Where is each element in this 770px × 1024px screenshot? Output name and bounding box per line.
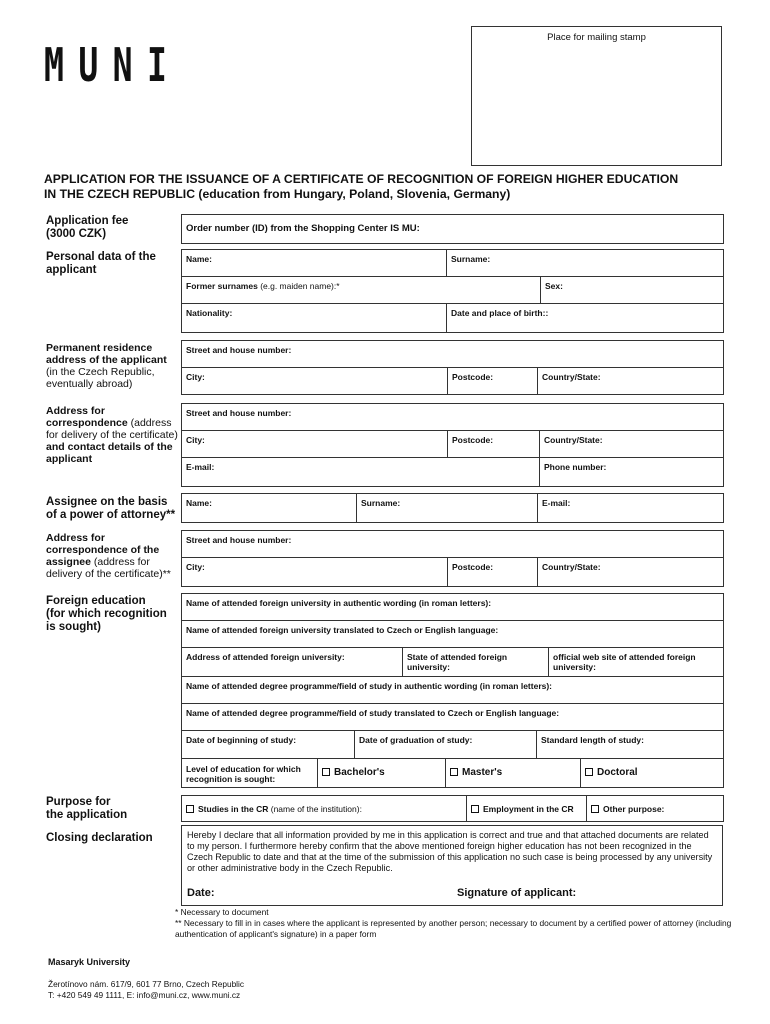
programme-translated-field[interactable] xyxy=(181,703,724,731)
footer-contact: T: +420 549 49 1111, E: info@muni.cz, www.muni.cz xyxy=(48,990,241,1000)
fee-label-line: (3000 CZK) xyxy=(46,228,107,240)
sex-label: Sex: xyxy=(545,281,563,291)
programme-authentic-field[interactable] xyxy=(181,676,724,704)
education-label-line: is sought) xyxy=(46,621,101,633)
residence-label xyxy=(46,342,167,390)
assignee-address-label-line: Address for xyxy=(46,532,105,544)
phone-label: Phone number: xyxy=(544,462,607,472)
correspondence-label-line: Address for xyxy=(46,405,105,417)
former-surnames-hint: (e.g. maiden name):* xyxy=(260,281,340,291)
university-address-field[interactable] xyxy=(181,647,403,677)
university-authentic-field[interactable] xyxy=(181,593,724,621)
correspondence-city-field[interactable] xyxy=(181,430,448,458)
university-translated-label: Name of attended foreign university translated to Czech or English language: xyxy=(186,625,499,635)
surname-field[interactable] xyxy=(446,249,724,277)
residence-city-field[interactable] xyxy=(181,367,448,395)
studies-label: Studies in the CR xyxy=(198,804,269,814)
street-label: Street and house number: xyxy=(186,408,292,418)
employment-option[interactable] xyxy=(466,795,587,822)
assignee-postcode-field[interactable] xyxy=(447,557,538,587)
study-begin-label: Date of beginning of study: xyxy=(186,735,297,745)
university-address-label: Address of attended foreign university: xyxy=(186,652,345,662)
country-label: Country/State: xyxy=(542,562,601,572)
correspondence-label-part: (address xyxy=(130,417,172,429)
name-label: Name: xyxy=(186,498,212,508)
email-label: E-mail: xyxy=(186,462,215,472)
country-label: Country/State: xyxy=(542,372,601,382)
assignee-address-label xyxy=(46,532,171,580)
assignee-address-label-line: correspondence of the xyxy=(46,544,160,556)
title-line-2: IN THE CZECH REPUBLIC (education from Hungary, Poland, Slovenia, Germany) xyxy=(44,187,511,201)
assignee-label-line: Assignee on the basis xyxy=(46,496,168,508)
other-purpose-option[interactable] xyxy=(586,795,724,822)
programme-authentic-label: Name of attended degree programme/field of study in authentic wording (in roman letters): xyxy=(186,681,553,691)
assignee-city-field[interactable] xyxy=(181,557,448,587)
correspondence-email-field[interactable] xyxy=(181,457,540,487)
study-begin-date-field[interactable] xyxy=(181,730,355,759)
footer-address: Žerotínovo nám. 617/9, 601 77 Brno, Czech Republic xyxy=(48,979,245,989)
closing-declaration-label: Closing declaration xyxy=(46,832,153,844)
declaration-text: Hereby I declare that all information provided by me in this application is correct and true and that attached documents are related to my person. I furthermore hereby confirm that the above mentioned foreign higher education has not been recognized in the Czech Republic to date and that at the time of the submission of this application no such case is being processed by any university or other administrative body in the Czech Republic. xyxy=(187,830,713,873)
postcode-label: Postcode: xyxy=(452,372,494,382)
assignee-surname-field[interactable] xyxy=(356,493,538,523)
stamp-label: Place for mailing stamp xyxy=(547,32,646,43)
correspondence-label-line xyxy=(46,417,178,429)
correspondence-country-field[interactable] xyxy=(539,430,724,458)
correspondence-label-line: applicant xyxy=(46,453,93,465)
doctoral-checkbox[interactable] xyxy=(585,768,593,776)
nationality-label: Nationality: xyxy=(186,308,233,318)
standard-length-label: Standard length of study: xyxy=(541,735,644,745)
order-number-field[interactable] xyxy=(181,214,724,244)
residence-label-line: address of the applicant xyxy=(46,354,167,366)
studies-checkbox[interactable] xyxy=(186,805,194,813)
master-checkbox[interactable] xyxy=(450,768,458,776)
title-line-1: APPLICATION FOR THE ISSUANCE OF A CERTIFICATE OF RECOGNITION OF FOREIGN HIGHER EDUCATION xyxy=(44,172,679,186)
correspondence-label-line: and contact details of the xyxy=(46,441,173,453)
street-label: Street and house number: xyxy=(186,345,292,355)
assignee-name-field[interactable] xyxy=(181,493,357,523)
doctoral-option[interactable] xyxy=(580,758,724,788)
name-field[interactable] xyxy=(181,249,447,277)
university-authentic-label: Name of attended foreign university in authentic wording (in roman letters): xyxy=(186,598,492,608)
personal-data-label xyxy=(46,251,156,277)
employment-checkbox[interactable] xyxy=(471,805,479,813)
bachelor-checkbox[interactable] xyxy=(322,768,330,776)
master-label: Master's xyxy=(462,767,503,778)
purpose-label-line: Purpose for xyxy=(46,796,111,808)
sex-field[interactable] xyxy=(540,276,724,304)
education-label xyxy=(46,595,167,634)
fee-label xyxy=(46,215,128,241)
purpose-label xyxy=(46,796,127,822)
assignee-street-field[interactable] xyxy=(181,530,724,558)
postcode-label: Postcode: xyxy=(452,435,494,445)
residence-label-line: Permanent residence xyxy=(46,342,153,354)
standard-length-field[interactable] xyxy=(536,730,724,759)
order-number-label: Order number (ID) from the Shopping Center IS MU: xyxy=(186,223,420,234)
note-necessary-document: * Necessary to document xyxy=(175,907,269,917)
correspondence-label-line: for delivery of the certificate) xyxy=(46,429,178,441)
residence-street-field[interactable] xyxy=(181,340,724,368)
date-label[interactable]: Date: xyxy=(187,887,215,899)
nationality-field[interactable] xyxy=(181,303,447,333)
surname-label: Surname: xyxy=(361,498,401,508)
assignee-label xyxy=(46,496,175,522)
university-state-field[interactable] xyxy=(402,647,549,677)
university-state-label: State of attended foreign university: xyxy=(407,652,508,672)
city-label: City: xyxy=(186,372,205,382)
city-label: City: xyxy=(186,435,205,445)
correspondence-label xyxy=(46,405,178,465)
bachelor-label: Bachelor's xyxy=(334,767,385,778)
employment-label: Employment in the CR xyxy=(483,804,574,814)
studies-in-cr-option[interactable] xyxy=(181,795,467,822)
surname-label: Surname: xyxy=(451,254,491,264)
former-surnames-label: Former surnames xyxy=(186,281,258,291)
footer-org: Masaryk University xyxy=(48,957,131,967)
personal-label-line: applicant xyxy=(46,264,97,276)
bachelor-option[interactable] xyxy=(317,758,446,788)
level-label: Level of education for which recognition is sought: xyxy=(186,764,301,784)
residence-country-field[interactable] xyxy=(537,367,724,395)
name-label: Name: xyxy=(186,254,212,264)
city-label: City: xyxy=(186,562,205,572)
residence-label-line: (in the Czech Republic, xyxy=(46,366,155,378)
programme-translated-label: Name of attended degree programme/field of study translated to Czech or English language: xyxy=(186,708,560,718)
assignee-address-label-line xyxy=(46,556,171,568)
signature-label[interactable]: Signature of applicant: xyxy=(457,887,577,899)
other-purpose-label: Other purpose: xyxy=(603,804,665,814)
graduation-label: Date of graduation of study: xyxy=(359,735,473,745)
education-label-line: Foreign education xyxy=(46,595,146,607)
note-power-of-attorney: ** Necessary to fill in in cases where the applicant is represented by another person; necessary to document by a certified power of attorney (including authentication of applicant's signature) in a paper form xyxy=(175,918,732,939)
email-label: E-mail: xyxy=(542,498,571,508)
assignee-email-field[interactable] xyxy=(537,493,724,523)
page-title xyxy=(44,172,734,202)
university-website-field[interactable] xyxy=(548,647,724,677)
graduation-date-field[interactable] xyxy=(354,730,537,759)
assignee-label-line: of a power of attorney** xyxy=(46,509,176,521)
level-of-education-label-cell xyxy=(181,758,318,788)
residence-label-line: eventually abroad) xyxy=(46,378,133,390)
university-website-label: official web site of attended foreign university: xyxy=(553,652,696,672)
master-option[interactable] xyxy=(445,758,581,788)
closing-declaration-box xyxy=(181,825,723,906)
country-label: Country/State: xyxy=(544,435,603,445)
purpose-label-line: the application xyxy=(46,809,128,821)
university-translated-field[interactable] xyxy=(181,620,724,648)
fee-label-line: Application fee xyxy=(46,215,129,227)
date-place-birth-label: Date and place of birth:: xyxy=(451,308,549,318)
correspondence-phone-field[interactable] xyxy=(539,457,724,487)
assignee-address-label-part: (address for xyxy=(93,556,150,568)
street-label: Street and house number: xyxy=(186,535,292,545)
former-surnames-field[interactable] xyxy=(181,276,541,304)
residence-postcode-field[interactable] xyxy=(447,367,538,395)
mailing-stamp-box xyxy=(471,26,722,166)
other-purpose-checkbox[interactable] xyxy=(591,805,599,813)
assignee-country-field[interactable] xyxy=(537,557,724,587)
education-label-line: (for which recognition xyxy=(46,608,167,620)
correspondence-label-part: correspondence xyxy=(46,417,128,429)
date-place-birth-field[interactable] xyxy=(446,303,724,333)
correspondence-postcode-field[interactable] xyxy=(447,430,540,458)
assignee-address-label-line: delivery of the certificate)** xyxy=(46,568,171,580)
personal-label-line: Personal data of the xyxy=(46,251,156,263)
doctoral-label: Doctoral xyxy=(597,767,638,778)
postcode-label: Postcode: xyxy=(452,562,494,572)
muni-logo: MUNI xyxy=(44,38,182,92)
studies-hint: (name of the institution): xyxy=(270,804,362,814)
correspondence-street-field[interactable] xyxy=(181,403,724,431)
assignee-address-label-part: assignee xyxy=(46,556,91,568)
